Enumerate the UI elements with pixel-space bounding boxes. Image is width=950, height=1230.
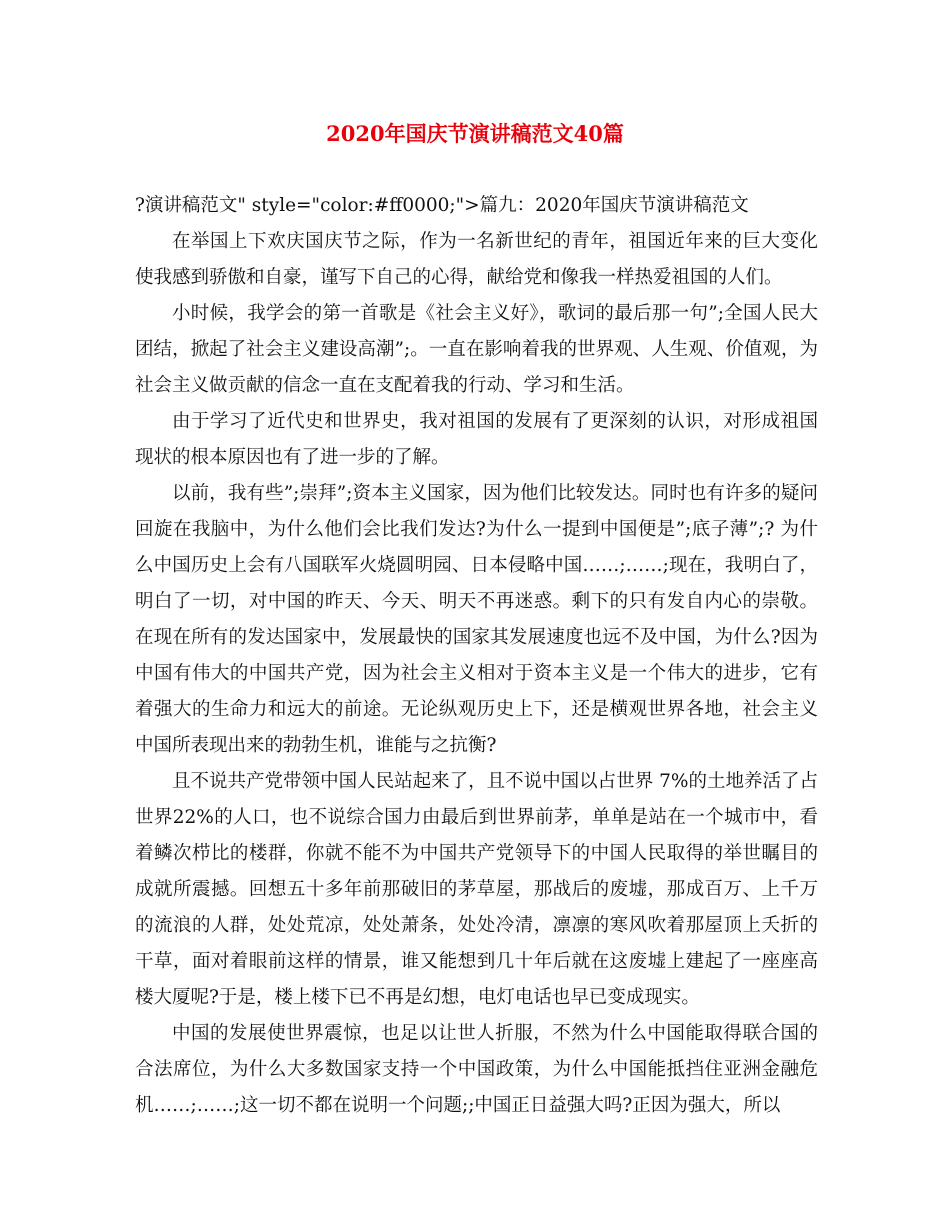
- paragraph: 中国的发展使世界震惊，也足以让世人折服，不然为什么中国能取得联合国的合法席位，为什么大多数国家支持一个中国政策，为什么中国能抵挡住亚洲金融危机……;……;这一切不都在说明一个问题;;中国正日益强大吗?正因为强大，所以: [135, 1023, 818, 1116]
- document-body: [135, 188, 818, 1124]
- document-title: 2020年国庆节演讲稿范文40篇: [326, 121, 624, 146]
- paragraph: 且不说共产党带领中国人民站起来了，且不说中国以占世界 7%的土地养活了占世界22%的人口，也不说综合国力由最后到世界前茅，单单是站在一个城市中，看着鳞次栉比的楼群，你就不能不为中国共产党领导下的中国人民取得的举世瞩目的成就所震撼。回想五十多年前那破旧的茅草屋，那战后的废墟，那成百万、上千万的流浪的人群，处处荒凉，处处萧条，处处冷清，凛凛的寒风吹着那屋顶上夭折的干草，面对着眼前这样的情景，谁又能想到几十年后就在这废墟上建起了一座座高楼大厦呢?于是，楼上楼下已不再是幻想，电灯电话也早已变成现实。: [135, 771, 818, 1008]
- paragraph: 小时候，我学会的第一首歌是《社会主义好》，歌词的最后那一句”;全国人民大团结，掀起了社会主义建设高潮”;。一直在影响着我的世界观、人生观、价值观，为社会主义做贡献的信念一直在支配着我的行动、学习和生活。: [135, 303, 818, 396]
- paragraph: 以前，我有些”;崇拜”;资本主义国家，因为他们比较发达。同时也有许多的疑问回旋在我脑中，为什么他们会比我们发达?为什么一提到中国便是”;底子薄”;? 为什么中国历史上会有八国联军火烧圆明园、日本侵略中国……;……;现在，我明白了，明白了一切，对中国的昨天、今天、明天不再迷惑。剩下的只有发自内心的崇敬。在现在所有的发达国家中，发展最快的国家其发展速度也远不及中国，为什么?因为中国有伟大的中国共产党，因为社会主义相对于资本主义是一个伟大的进步，它有着强大的生命力和远大的前途。无论纵观历史上下，还是横观世界各地，社会主义中国所表现出来的勃勃生机，谁能与之抗衡?: [135, 483, 818, 756]
- intro-line: ?演讲稿范文" style="color:#ff0000;">篇九：2020年国庆节演讲稿范文: [135, 195, 749, 216]
- paragraph: 由于学习了近代史和世界史，我对祖国的发展有了更深刻的认识，对形成祖国现状的根本原因也有了进一步的了解。: [135, 411, 818, 468]
- paragraph: 在举国上下欢庆国庆节之际，作为一名新世纪的青年，祖国近年来的巨大变化使我感到骄傲和自豪，谨写下自己的心得，献给党和像我一样热爱祖国的人们。: [135, 231, 818, 288]
